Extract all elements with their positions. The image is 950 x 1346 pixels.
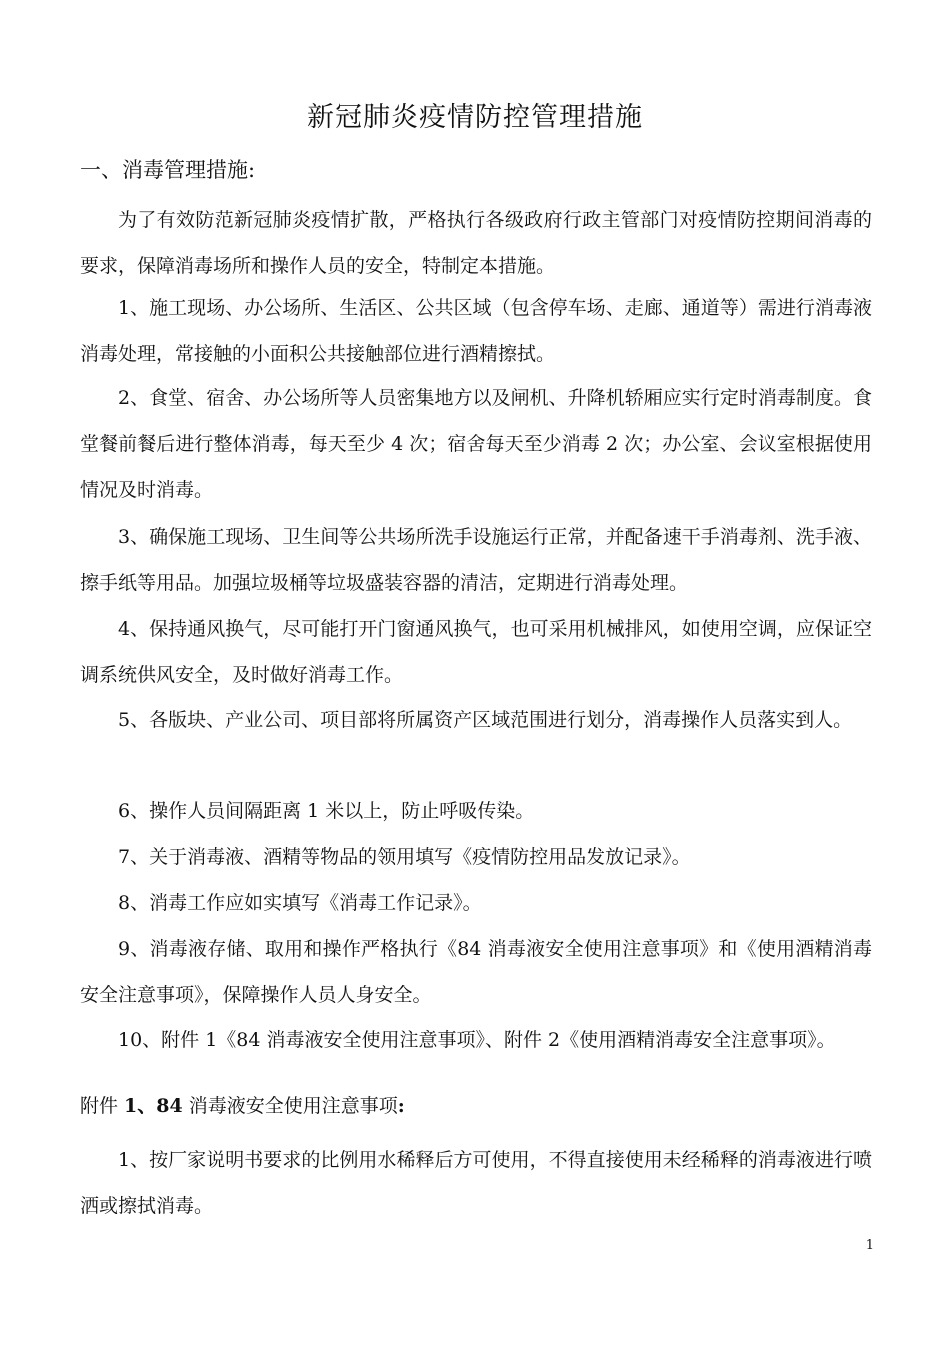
measure-item-1: 1、施工现场、办公场所、生活区、公共区域（包含停车场、走廊、通道等）需进行消毒液消毒处理，常接触的小面积公共接触部位进行酒精擦拭。	[80, 297, 872, 365]
attachment-number: 1、84	[124, 1095, 183, 1117]
measure-item-9: 9、消毒液存储、取用和操作严格执行《84 消毒液安全使用注意事项》和《使用酒精消毒安全注意事项》，保障操作人员人身安全。	[80, 938, 872, 1006]
attachment-item-1: 1、按厂家说明书要求的比例用水稀释后方可使用，不得直接使用未经稀释的消毒液进行喷洒或擦拭消毒。	[80, 1149, 872, 1217]
section-heading: 一、消毒管理措施:	[80, 158, 256, 182]
measure-item-4: 4、保持通风换气，尽可能打开门窗通风换气，也可采用机械排风，如使用空调，应保证空调系统供风安全，及时做好消毒工作。	[80, 618, 872, 686]
measure-item-7: 7、关于消毒液、酒精等物品的领用填写《疫情防控用品发放记录》。	[118, 846, 691, 868]
attachment-prefix: 附件	[80, 1095, 125, 1117]
measure-item-8: 8、消毒工作应如实填写《消毒工作记录》。	[118, 892, 482, 914]
measure-item-2: 2、食堂、宿舍、办公场所等人员密集地方以及闸机、升降机轿厢应实行定时消毒制度。食堂餐前餐后进行整体消毒，每天至少 4 次；宿舍每天至少消毒 2 次；办公室、会议室根据使用情况及时消毒。	[80, 387, 872, 501]
measure-item-3: 3、确保施工现场、卫生间等公共场所洗手设施运行正常，并配备速干手消毒剂、洗手液、擦手纸等用品。加强垃圾桶等垃圾盛装容器的清洁，定期进行消毒处理。	[80, 526, 872, 594]
page-number: 1	[865, 1238, 874, 1253]
attachment-title: 消毒液安全使用注意事项	[182, 1095, 398, 1117]
document-title: 新冠肺炎疫情防控管理措施	[307, 102, 643, 133]
attachment-colon: :	[397, 1095, 405, 1117]
measure-item-6: 6、操作人员间隔距离 1 米以上，防止呼吸传染。	[118, 800, 535, 822]
attachment-heading	[80, 1083, 405, 1129]
measure-item-5: 5、各版块、产业公司、项目部将所属资产区域范围进行划分，消毒操作人员落实到人。	[118, 709, 853, 731]
measure-item-10: 10、附件 1《84 消毒液安全使用注意事项》、附件 2《使用酒精消毒安全注意事项》。	[118, 1029, 836, 1051]
intro-paragraph: 为了有效防范新冠肺炎疫情扩散，严格执行各级政府行政主管部门对疫情防控期间消毒的要求，保障消毒场所和操作人员的安全，特制定本措施。	[80, 209, 872, 277]
